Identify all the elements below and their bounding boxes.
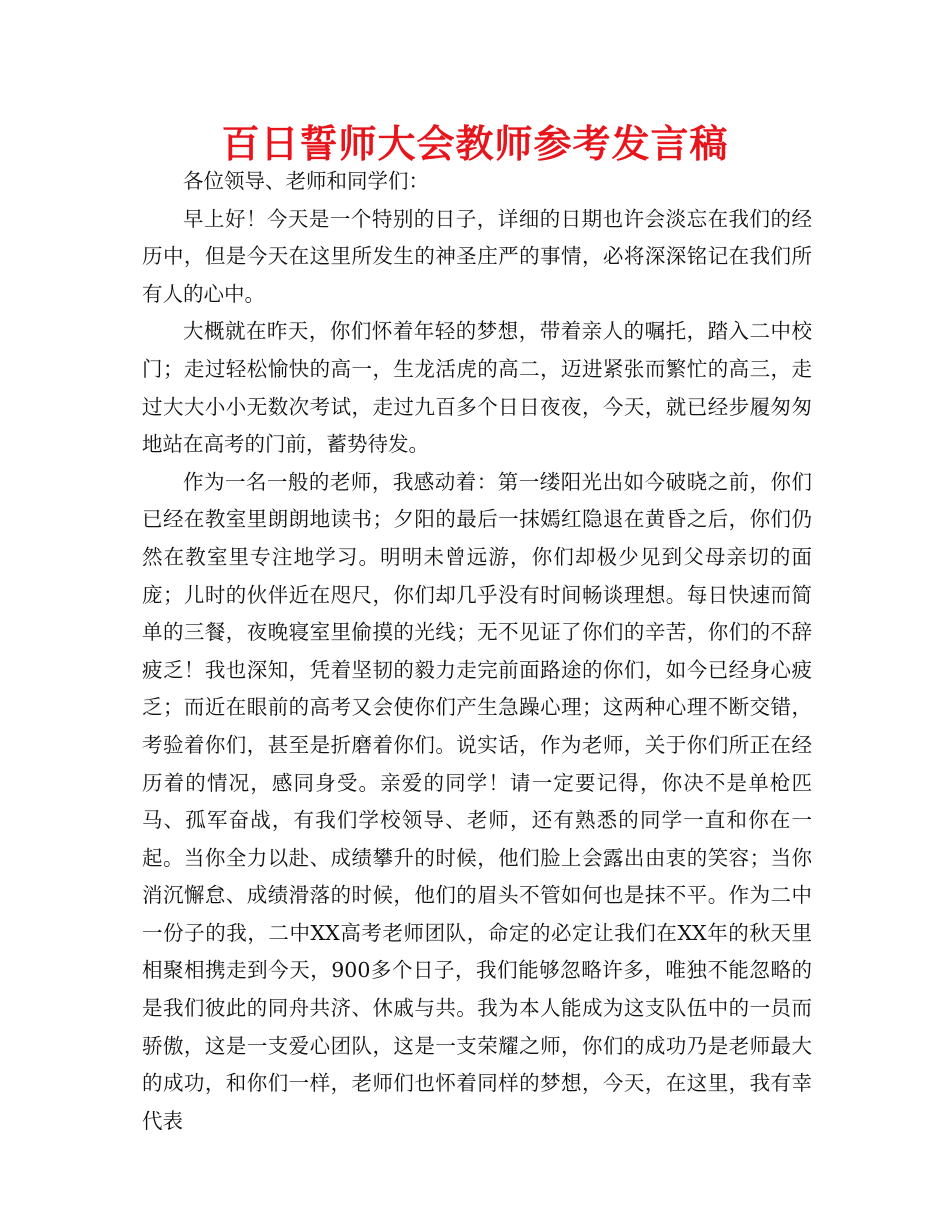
greeting-line: 各位领导、老师和同学们： bbox=[183, 169, 429, 193]
document-title: 百日誓师大会教师参考发言稿 bbox=[221, 122, 729, 166]
paragraph-3: 作为一名一般的老师，我感动着：第一缕阳光出如今破晓之前，你们已经在教室里朗朗地读书；夕阳的最后一抹嫣红隐退在黄昏之后，你们仍然在教室里专注地学习。明明未曾远游，你们却极少见到父母亲切的面庞；儿时的伙伴近在咫尺，你们却几乎没有时间畅谈理想。每日快速而简单的三餐，夜晚寝室里偷摸的光线；无不见证了你们的辛苦，你们的不辞疲乏！我也深知，凭着坚韧的毅力走完前面路途的你们，如今已经身心疲乏；而近在眼前的高考又会使你们产生急躁心理；这两种心理不断交错，考验着你们，甚至是折磨着你们。说实话，作为老师，关于你们所正在经历着的情况，感同身受。亲爱的同学！请一定要记得，你决不是单枪匹马、孤军奋战，有我们学校领导、老师，还有熟悉的同学一直和你在一起。当你全力以赴、成绩攀升的时候，他们脸上会露出由衷的笑容；当你消沉懈怠、成绩滑落的时候，他们的眉头不管如何也是抹不平。作为二中一份子的我，二中XX高考老师团队，命定的必定让我们在XX年的秋天里相聚相携走到今天，900多个日子，我们能够忽略许多，唯独不能忽略的是我们彼此的同舟共济、休戚与共。我为本人能成为这支队伍中的一员而骄傲，这是一支爱心团队，这是一支荣耀之师，你们的成功乃是老师最大的成功，和你们一样，老师们也怀着同样的梦想，今天，在这里，我有幸代表 bbox=[142, 469, 812, 1133]
paragraph-2: 大概就在昨天，你们怀着年轻的梦想，带着亲人的嘱托，踏入二中校门；走过轻松愉快的高一，生龙活虎的高二，迈进紧张而繁忙的高三，走过大大小小无数次考试，走过九百多个日日夜夜，今天，就已经步履匆匆地站在高考的门前，蓄势待发。 bbox=[142, 319, 812, 457]
document-body bbox=[142, 163, 812, 1140]
paragraph-1: 早上好！今天是一个特别的日子，详细的日期也许会淡忘在我们的经历中，但是今天在这里所发生的神圣庄严的事情，必将深深铭记在我们所有人的心中。 bbox=[142, 206, 812, 306]
